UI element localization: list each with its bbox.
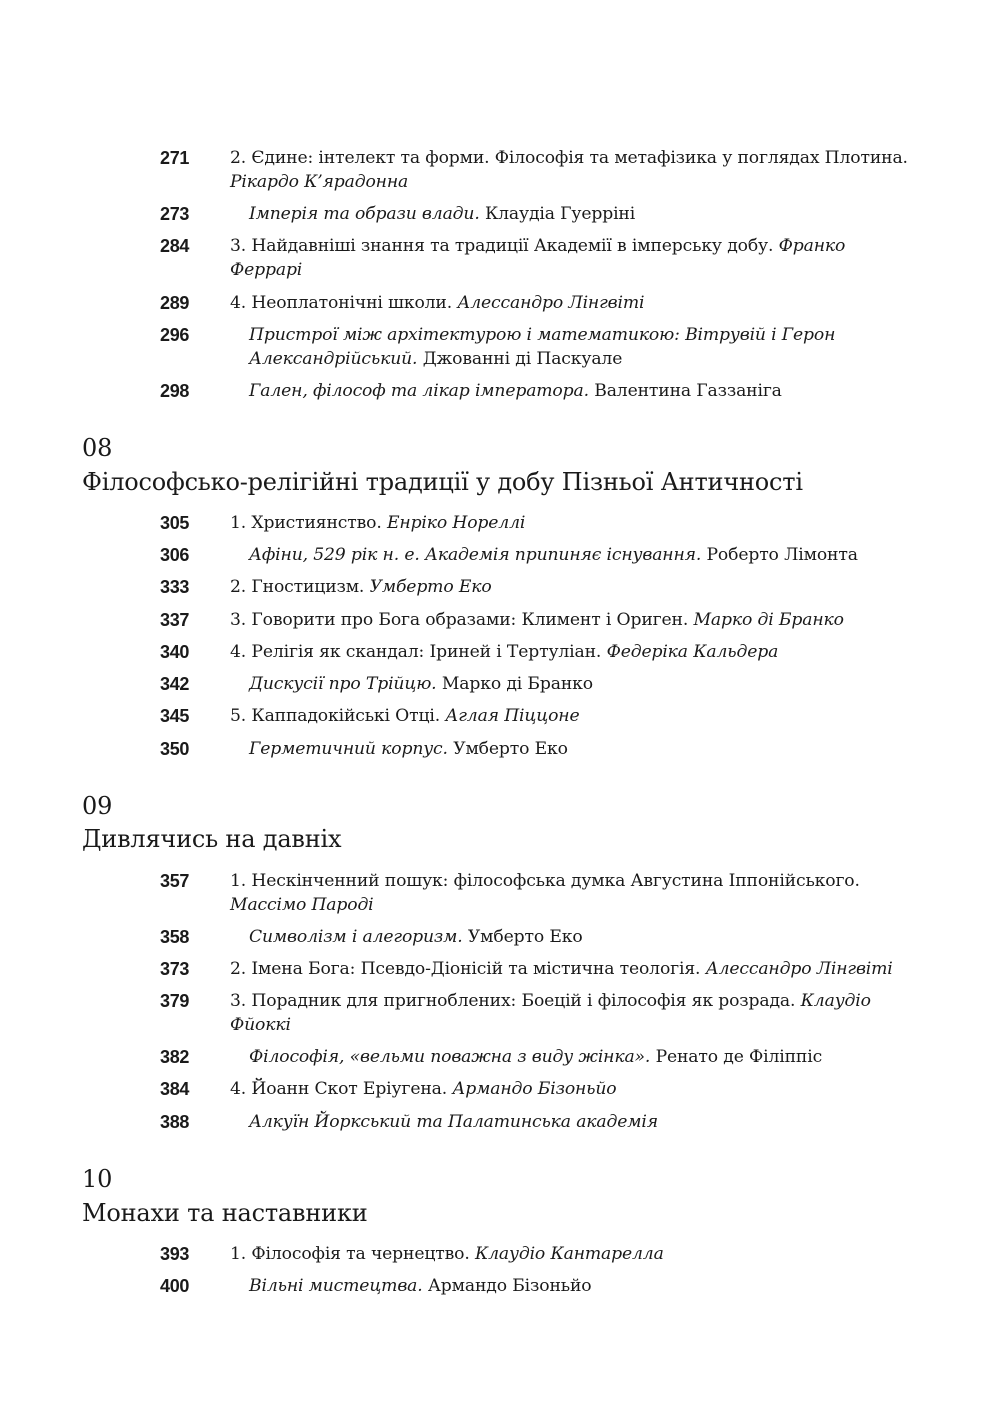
page-number: 345 [160, 706, 190, 726]
entry-title: Пристрої між архітектурою і математикою: Вітрувій і Герон Александрійський. [249, 325, 836, 369]
entry-text [230, 1242, 920, 1266]
page-number: 333 [160, 577, 190, 597]
page-number: 289 [160, 293, 190, 313]
entry-title: Герметичний корпус. [249, 739, 448, 759]
page-number: 296 [160, 325, 190, 345]
entry-title: 2. Гностицизм. [230, 577, 365, 597]
entry-text [249, 543, 889, 567]
entry-author: Армандо Бізоньйо [427, 1276, 592, 1296]
entry-author: Умберто Еко [467, 927, 583, 947]
entry-text [230, 869, 920, 917]
entry-author: Роберто Лімонта [706, 545, 858, 565]
entry-author: Клаудіо Фйоккі [230, 991, 871, 1035]
page-number: 358 [160, 927, 190, 947]
entry-author: Марко ді Бранко [441, 674, 593, 694]
entry-title: 5. Каппадокійські Отці. [230, 706, 441, 726]
entry-text [249, 1045, 889, 1069]
page-number: 393 [160, 1244, 190, 1264]
entry-title: 3. Найдавніші знання та традиції Академії в імперську добу. [230, 236, 774, 256]
entry-text [230, 234, 920, 282]
entry-title: 3. Говорити про Бога образами: Климент і Ориген. [230, 610, 689, 630]
entry-author: Массімо Пароді [230, 895, 374, 915]
entry-text [230, 575, 920, 599]
entry-author: Ренато де Філіппіс [655, 1047, 823, 1067]
entry-title: 2. Єдине: інтелект та форми. Філософія та метафізика у поглядах Плотина. [230, 148, 908, 168]
chapter-number: 10 [82, 1165, 113, 1193]
entry-author: Федеріка Кальдера [606, 642, 779, 662]
entry-author: Енріко Нореллі [387, 513, 526, 533]
chapter-number: 09 [82, 792, 113, 820]
page-number: 379 [160, 991, 190, 1011]
page-number: 382 [160, 1047, 190, 1067]
entry-title: 4. Йоанн Скот Еріугена. [230, 1079, 448, 1099]
entry-title: Гален, філософ та лікар імператора. [249, 381, 589, 401]
page-number: 384 [160, 1079, 190, 1099]
entry-title: 1. Християнство. [230, 513, 382, 533]
entry-title: Філософія, «вельми поважна з виду жінка». [249, 1047, 651, 1067]
entry-title: Вільні мистецтва. [249, 1276, 423, 1296]
page-number: 340 [160, 642, 190, 662]
entry-author: Армандо Бізоньйо [452, 1079, 617, 1099]
entry-title: Дискусії про Трійцю. [249, 674, 437, 694]
page-number: 342 [160, 674, 190, 694]
entry-text [230, 146, 920, 194]
entry-title: 4. Релігія як скандал: Іриней і Тертуліан. [230, 642, 602, 662]
page-number: 400 [160, 1276, 190, 1296]
entry-title: Символізм і алегоризм. [249, 927, 463, 947]
page-number: 357 [160, 871, 190, 891]
entry-author: Франко Феррарі [230, 236, 846, 280]
page-number: 337 [160, 610, 190, 630]
entry-text [230, 1077, 920, 1101]
entry-text [249, 672, 889, 696]
entry-text [249, 737, 889, 761]
chapter-number: 08 [82, 434, 113, 462]
page-number: 306 [160, 545, 190, 565]
page-number: 350 [160, 739, 190, 759]
entry-title: Афіни, 529 рік н. е. Академія припиняє існування. [249, 545, 702, 565]
entry-author: Алессандро Лінгвіті [457, 293, 645, 313]
chapter-title: Філософсько-релігійні традиції у добу Пізньої Античності [82, 468, 803, 496]
entry-text [230, 511, 920, 535]
page-number: 284 [160, 236, 190, 256]
entry-text [249, 925, 889, 949]
entry-author: Умберто Еко [453, 739, 568, 759]
entry-author: Клаудіо Кантарелла [474, 1244, 664, 1264]
entry-author: Марко ді Бранко [693, 610, 844, 630]
entry-title: 1. Філософія та чернецтво. [230, 1244, 470, 1264]
entry-text [230, 989, 920, 1037]
entry-title: 2. Імена Бога: Псевдо-Діонісій та містична теологія. [230, 959, 701, 979]
entry-text [230, 957, 920, 981]
entry-title: 4. Неоплатонічні школи. [230, 293, 453, 313]
entry-author: Рікардо К’ярадонна [230, 172, 409, 192]
page-number: 373 [160, 959, 190, 979]
page-number: 273 [160, 204, 190, 224]
entry-author: Валентина Газзаніга [594, 381, 782, 401]
entry-text [249, 379, 889, 403]
page-number: 388 [160, 1112, 190, 1132]
entry-text [230, 704, 920, 728]
entry-text [249, 323, 889, 371]
entry-text [230, 640, 920, 664]
page-number: 271 [160, 148, 190, 168]
entry-text [230, 608, 920, 632]
chapter-title: Дивлячись на давніх [82, 825, 342, 853]
entry-author: Аглая Піццоне [445, 706, 580, 726]
page-number: 305 [160, 513, 190, 533]
entry-author: Джованні ді Паскуале [422, 349, 623, 369]
entry-text [249, 202, 889, 226]
entry-title: 1. Нескінченний пошук: філософська думка Августина Іппонійського. [230, 871, 860, 891]
entry-text [249, 1274, 889, 1298]
entry-title: Алкуїн Йоркський та Палатинська академія [249, 1112, 658, 1132]
page-number: 298 [160, 381, 190, 401]
entry-author: Клаудіа Гуеррiні [484, 204, 636, 224]
entry-text [249, 1110, 889, 1134]
entry-title: Імперія та образи влади. [249, 204, 480, 224]
entry-author: Алессандро Лінгвіті [705, 959, 893, 979]
chapter-title: Монахи та наставники [82, 1199, 368, 1227]
entry-author: Умберто Еко [369, 577, 492, 597]
entry-text [230, 291, 920, 315]
entry-title: 3. Порадник для пригноблених: Боецій і філософія як розрада. [230, 991, 796, 1011]
